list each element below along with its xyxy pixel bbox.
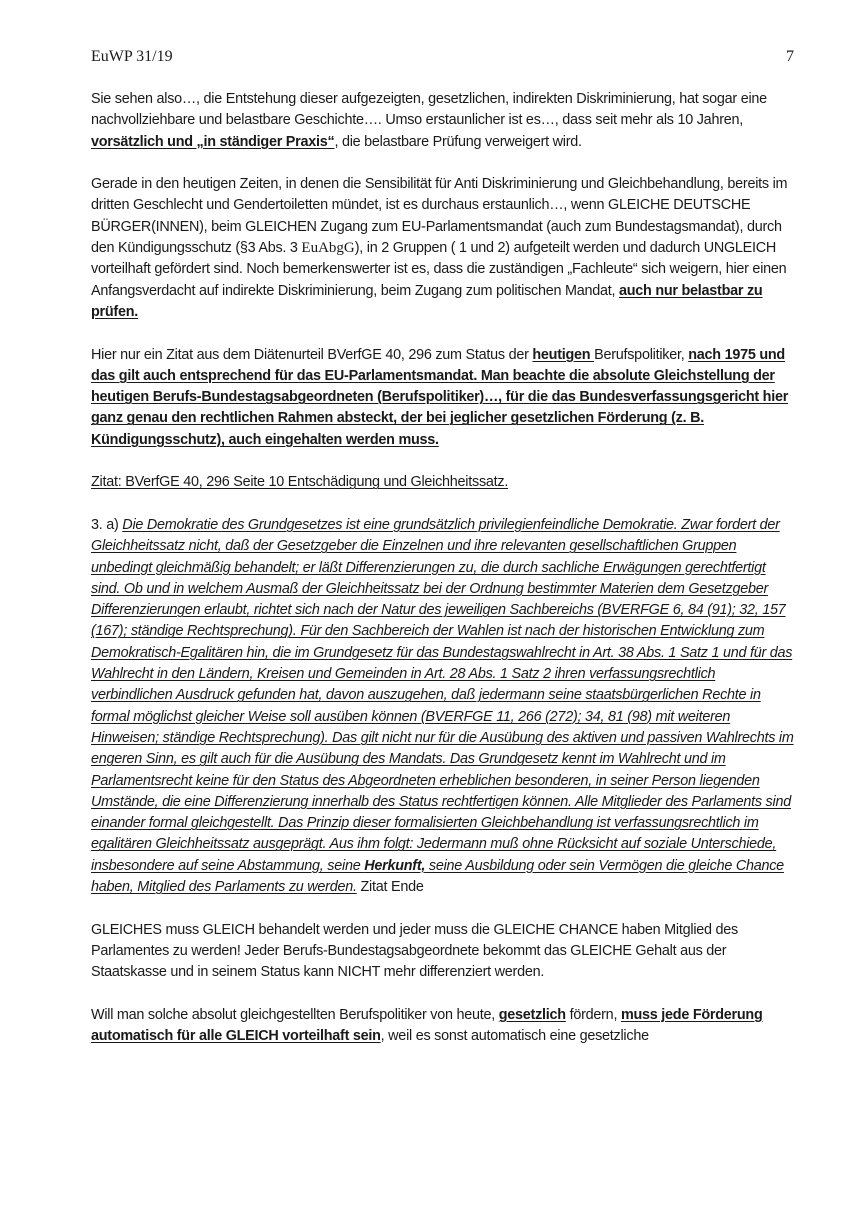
text-segment: ), in 2 Gruppen ( 1 und 2) aufgeteilt werden und dadurch UNGLEICH vorteilhaft gefördert sind. Noch bemerkenswerter ist es, dass die zuständigen „Fachleute“ sich weigern, hier einen Anfangsverdacht auf indirekte Diskriminierung, beim Zugang zum politischen Mandat, — [91, 240, 787, 299]
emphasis-text: muss jede Förderung automatisch für alle GLEICH vorteilhaft sein — [91, 1006, 763, 1045]
emphasis-text: Herkunft, — [364, 857, 426, 874]
emphasis-text: auch nur belastbar zu prüfen. — [91, 282, 763, 320]
page-number: 7 — [786, 48, 794, 65]
section-number: 3. a) — [91, 516, 123, 533]
paragraph-discrimination — [91, 174, 797, 323]
text-segment: Hier nur ein Zitat aus dem Diätenurteil BVerfGE 40, 296 zum Status der — [91, 346, 533, 363]
text-segment: , weil es sonst automatisch eine gesetzliche — [380, 1028, 649, 1045]
paragraph-intro — [91, 89, 797, 153]
text-segment: Will man solche absolut gleichgestellten Berufspolitiker von heute, — [91, 1006, 499, 1023]
quoted-text: seine Ausbildung oder sein Vermögen die gleiche Chance haben, Mitglied des Parlaments zu werden. — [91, 857, 784, 895]
quoted-text: Die Demokratie des Grundgesetzes ist eine grundsätzlich privilegienfeindliche Demokratie. Zwar fordert der Gleichheitssatz nicht, daß der Gesetzgeber die Einzelnen und ihre relevanten gesellschaftlichen Gruppen unbedingt gleichmäßig behandelt; er läßt Differenzierungen zu, die durch sachliche Erwägungen gerechtfertigt sind. Ob und in welchem Ausmaß der Gleichheitssatz bei der Ordnung bestimmter Materien dem Gesetzgeber Differenzierungen erlaubt, richtet sich nach der Natur des jeweiligen Sachbereichs (BVERFGE 6, 84 (91); 32, 157 (167); ständige Rechtsprechung). Für den Sachbereich der Wahlen ist nach der historischen Entwicklung zum Demokratisch-Egalitären hin, die im Grundgesetz für das Bundestagswahlrecht in Art. 38 Abs. 1 Satz 1 und für das Wahlrecht in den Ländern, Kreisen und Gemeinden in Art. 28 Abs. 1 Satz 2 ihren verfassungsrechtlich verbindlichen Ausdruck gefunden hat, davon auszugehen, daß jedermann seine staatsbürgerlichen Rechte in formal möglichst gleicher Weise soll ausüben können (BVERFGE 11, 266 (272); 34, 81 (98) mit weiteren Hinweisen; ständige Rechtsprechung). Das gilt nicht nur für die Ausübung des aktiven und passiven Wahlrechts im engeren Sinn, es gilt auch für die Ausübung des Mandats. Das Grundgesetz kennt im Wahlrecht und im Parlamentsrecht keine für den Status des Abgeordneten erheblichen besonderen, in seiner Person liegenden Umstände, die eine Differenzierung innerhalb des Status rechtfertigen können. Alle Mitglieder des Parlaments sind einander formal gleichgestellt. Das Prinzip dieser formalisierten Gleichbehandlung ist verfassungsrechtlich im egalitären Gleichheitssatz ausgeprägt. Aus ihm folgt: Jedermann muß ohne Rücksicht auf soziale Unterschiede, insbesondere auf seine Abstammung, seine — [91, 516, 794, 874]
paragraph-citation-intro — [91, 345, 797, 451]
paragraph-quote — [91, 515, 797, 898]
page-header — [91, 48, 794, 70]
paragraph-citation-source — [91, 472, 797, 493]
law-abbreviation: EuAbgG — [301, 240, 355, 257]
paragraph-promotion — [91, 1005, 797, 1048]
emphasis-text: vorsätzlich und „in ständiger Praxis“ — [91, 133, 335, 150]
text-segment: Sie sehen also…, die Entstehung dieser aufgezeigten, gesetzlichen, indirekten Diskriminierung, hat sogar eine nachvollziehbare und belastbare Geschichte…. Umso erstaunlicher ist es…, dass seit mehr als 10 Jahren, — [91, 91, 767, 129]
citation-source: Zitat: BVerfGE 40, 296 Seite 10 Entschädigung und Gleichheitssatz. — [91, 474, 509, 491]
text-segment: Gerade in den heutigen Zeiten, in denen die Sensibilität für Anti Diskriminierung und Gleichbehandlung, bereits im dritten Geschlecht und Gendertoiletten mündet, ist es durchaus erstaunlich…, wenn GLEICHE DEUTSCHE BÜRGER(INNEN), beim GLEICHEN Zugang zum EU-Parlamentsmandat (auch zum Bundestagsmandat), durch den Kündigungsschutz (§3 Abs. 3 — [91, 176, 788, 257]
quote-end-marker: Zitat Ende — [356, 878, 424, 895]
emphasis-text: gesetzlich — [498, 1006, 566, 1023]
text-segment: GLEICHES muss GLEICH behandelt werden und jeder muss die GLEICHE CHANCE haben Mitglied des Parlamentes zu werden! Jeder Berufs-Bundestagsabgeordnete bekommt das GLEICHE Gehalt aus der Staatskasse und in seinem Status kann NICHT mehr differenziert werden. — [91, 921, 738, 981]
emphasis-text: heutigen — [532, 346, 595, 363]
text-segment: fördern, — [565, 1006, 621, 1023]
text-segment: Berufspolitiker, — [594, 346, 689, 363]
emphasis-text: nach 1975 und das gilt auch entsprechend für das EU-Parlamentsmandat. Man beachte die absolute Gleichstellung der heutigen Berufs-Bundestagsabgeordneten (Berufspolitiker)…, für die das Bundesverfassungsgericht hier ganz genau den rechtlichen Rahmen absteckt, der bei jeglicher gesetzlichen Förderung (z. B. Kündigungsschutz), auch eingehalten werden muss. — [91, 346, 789, 448]
paragraph-equality — [91, 920, 797, 984]
document-reference: EuWP 31/19 — [91, 48, 173, 65]
document-body — [91, 89, 797, 1069]
text-segment: , die belastbare Prüfung verweigert wird. — [334, 133, 582, 150]
